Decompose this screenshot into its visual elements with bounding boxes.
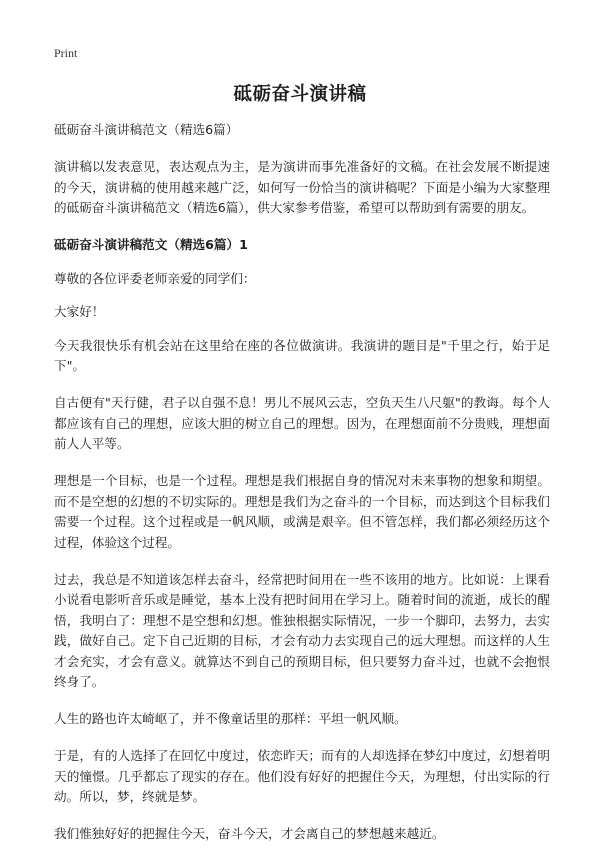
body-paragraph: 理想是一个目标，也是一个过程。理想是我们根据自身的情况对未来事物的想象和期望。而不是空想的幻想的不切实际的。理想是我们为之奋斗的一个目标，而达到这个目标我们需要一个过程。这个过程或是一帆风顺，或满是艰辛。但不管怎样，我们都必须经历这个过程，体验这个过程。 bbox=[54, 473, 550, 550]
body-paragraph: 人生的路也许太崎岖了，并不像童话里的那样：平坦一帆风顺。 bbox=[54, 711, 407, 726]
greeting-paragraph: 大家好！ bbox=[54, 304, 105, 319]
section-heading: 砥砺奋斗演讲稿范文（精选6篇）1 bbox=[54, 237, 248, 252]
intro-paragraph: 演讲稿以发表意见，表达观点为主，是为演讲而事先准备好的文稿。在社会发展不断提速的今天，演讲稿的使用越来越广泛，如何写一份恰当的演讲稿呢？下面是小编为大家整理的砥砺奋斗演讲稿范文（精选6篇），供大家参考借鉴，希望可以帮助到有需要的朋友。 bbox=[54, 159, 550, 215]
body-paragraph: 过去，我总是不知道该怎样去奋斗，经常把时间用在一些不该用的地方。比如说：上课看小说看电影听音乐或是睡觉，基本上没有把时间用在学习上。随着时间的流逝，成长的醒悟，我明白了：理想不是空想和幻想。惟独根据实际情况，一步一个脚印，去努力，去实践，做好自己。定下自己近期的目标，才会有动力去实现自己的远大理想。而这样的人生才会充实，才会有意义。就算达不到自己的预期目标，但只要努力奋斗过，也就不会抱恨终身了。 bbox=[54, 571, 550, 689]
document-body bbox=[54, 120, 550, 861]
body-paragraph: 我们惟独好好的把握住今天，奋斗今天，才会离自己的梦想越来越近。 bbox=[54, 826, 445, 841]
body-paragraph: 今天我很快乐有机会站在这里给在座的各位做演讲。我演讲的题目是"千里之行，始于足下"。 bbox=[54, 337, 550, 373]
body-paragraph: 于是，有的人选择了在回忆中度过，依恋昨天；而有的人却选择在梦幻中度过，幻想着明天的憧憬。几乎都忘了现实的存在。他们没有好好的把握住今天，为理想，付出实际的行动。所以，梦，终就是梦。 bbox=[54, 748, 550, 804]
document-subtitle: 砥砺奋斗演讲稿范文（精选6篇） bbox=[54, 122, 239, 137]
print-link[interactable]: Print bbox=[54, 46, 78, 60]
page-title: 砥砺奋斗演讲稿 bbox=[233, 84, 367, 105]
salutation-paragraph: 尊敬的各位评委老师亲爱的同学们： bbox=[54, 270, 256, 286]
body-paragraph: 自古便有"天行健，君子以自强不息！男儿不展风云志，空负天生八尺躯"的教诲。每个人都应该有自己的理想，应该大胆的树立自己的理想。因为，在理想面前不分贵贱，理想面前人人平等。 bbox=[54, 395, 550, 451]
